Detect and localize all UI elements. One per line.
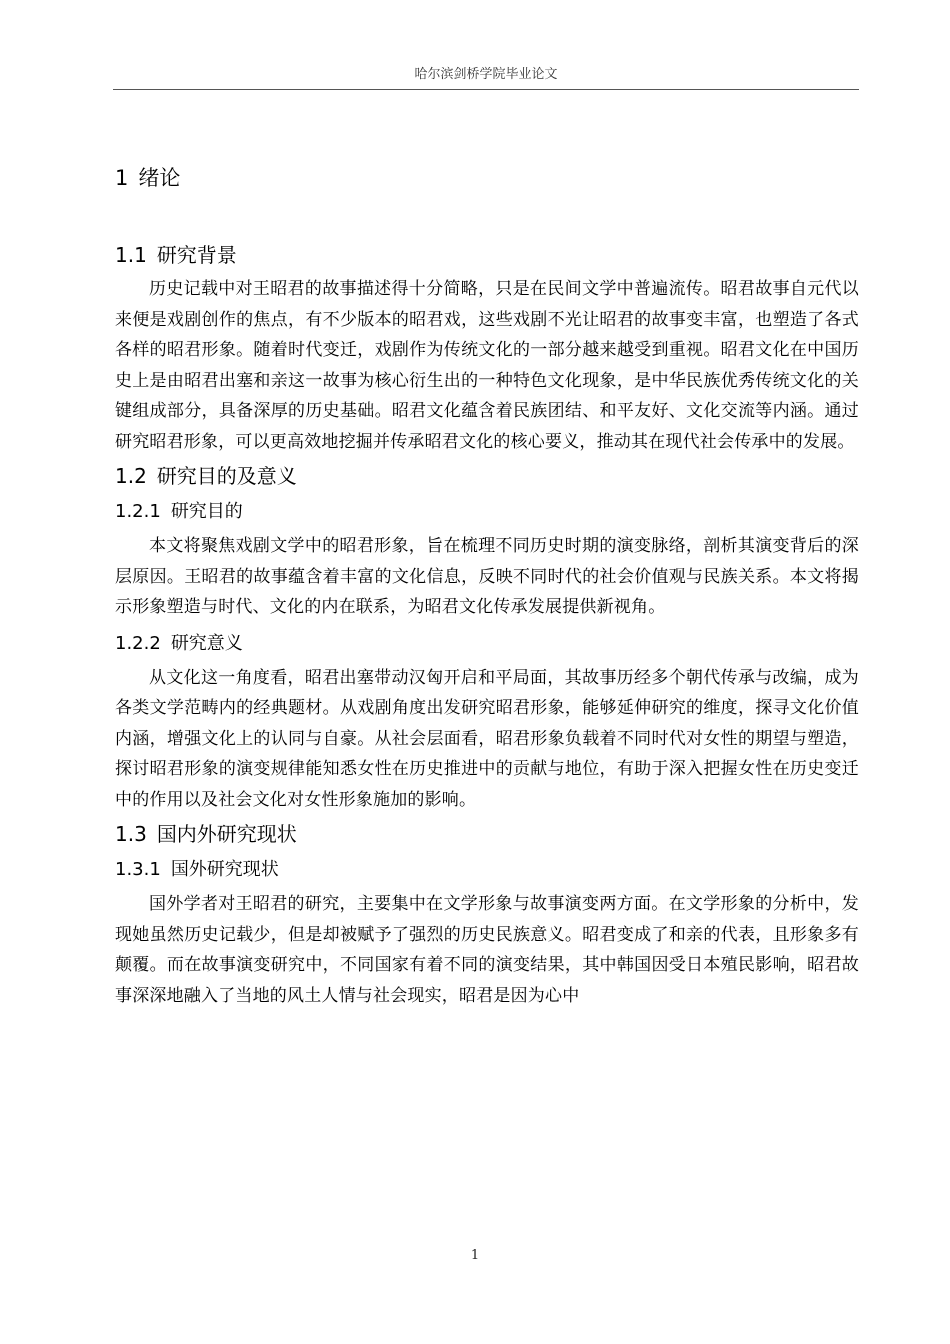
subsection-title: 国外研究现状 bbox=[170, 859, 279, 880]
paragraph-foreign-research-status: 国外学者对王昭君的研究，主要集中在文学形象与故事演变两方面。在文学形象的分析中，发现她虽然历史记载少，但是却被赋予了强烈的历史民族意义。昭君变成了和亲的代表，且形象多有颠覆。而在故事演变研究中，不同国家有着不同的演变结果，其中韩国因受日本殖民影响，昭君故事深深地融入了当地的风土人情与社会现实，昭君是因为心中 bbox=[115, 894, 859, 1006]
subsection-heading-1-3-1 bbox=[115, 855, 859, 885]
section-heading-1-2 bbox=[115, 461, 859, 491]
section-number: 1.2 bbox=[115, 464, 147, 488]
running-header: 哈尔滨剑桥学院毕业论文 bbox=[414, 67, 558, 82]
section-title: 国内外研究现状 bbox=[156, 822, 297, 846]
subsection-number: 1.2.1 bbox=[115, 501, 161, 522]
page-number: 1 bbox=[470, 1248, 480, 1263]
subsection-heading-1-2-1 bbox=[115, 497, 859, 527]
section-heading-1-1 bbox=[115, 240, 859, 270]
section-number: 1.3 bbox=[115, 822, 147, 846]
subsection-title: 研究意义 bbox=[170, 632, 243, 654]
section-number: 1.1 bbox=[115, 243, 147, 267]
chapter-number: 1 bbox=[115, 166, 129, 190]
chapter-title: 绪论 bbox=[138, 166, 181, 190]
subsection-heading-1-2-2 bbox=[115, 629, 859, 659]
paragraph-research-purpose: 本文将聚焦戏剧文学中的昭君形象，旨在梳理不同历史时期的演变脉络，剖析其演变背后的深层原因。王昭君的故事蕴含着丰富的文化信息，反映不同时代的社会价值观与民族关系。本文将揭示形象塑造与时代、文化的内在联系，为昭君文化传承发展提供新视角。 bbox=[115, 536, 859, 617]
paragraph-research-significance: 从文化这一角度看，昭君出塞带动汉匈开启和平局面，其故事历经多个朝代传承与改编，成为各类文学范畴内的经典题材。从戏剧角度出发研究昭君形象，能够延伸研究的维度，探寻文化价值内涵，增强文化上的认同与自豪。从社会层面看，昭君形象负载着不同时代对女性的期望与塑造，探讨昭君形象的演变规律能知悉女性在历史推进中的贡献与地位，有助于深入把握女性在历史变迁中的作用以及社会文化对女性形象施加的影响。 bbox=[115, 667, 859, 810]
section-heading-1-3 bbox=[115, 819, 859, 849]
subsection-title: 研究目的 bbox=[170, 501, 243, 522]
section-title: 研究目的及意义 bbox=[156, 464, 297, 488]
page-body bbox=[115, 158, 859, 1011]
section-title: 研究背景 bbox=[156, 243, 237, 267]
paragraph-research-background: 历史记载中对王昭君的故事描述得十分简略，只是在民间文学中普遍流传。昭君故事自元代以来便是戏剧创作的焦点，有不少版本的昭君戏，这些戏剧不光让昭君的故事变丰富，也塑造了各式各样的昭君形象。随着时代变迁，戏剧作为传统文化的一部分越来越受到重视。昭君文化在中国历史上是由昭君出塞和亲这一故事为核心衍生出的一种特色文化现象，是中华民族优秀传统文化的关键组成部分，具备深厚的历史基础。昭君文化蕴含着民族团结、和平友好、文化交流等内涵。通过研究昭君形象，可以更高效地挖掘并传承昭君文化的核心要义，推动其在现代社会传承中的发展。 bbox=[115, 279, 859, 452]
chapter-heading bbox=[115, 158, 859, 198]
subsection-number: 1.3.1 bbox=[115, 859, 161, 880]
header-divider bbox=[113, 89, 859, 90]
subsection-number: 1.2.2 bbox=[115, 632, 161, 654]
